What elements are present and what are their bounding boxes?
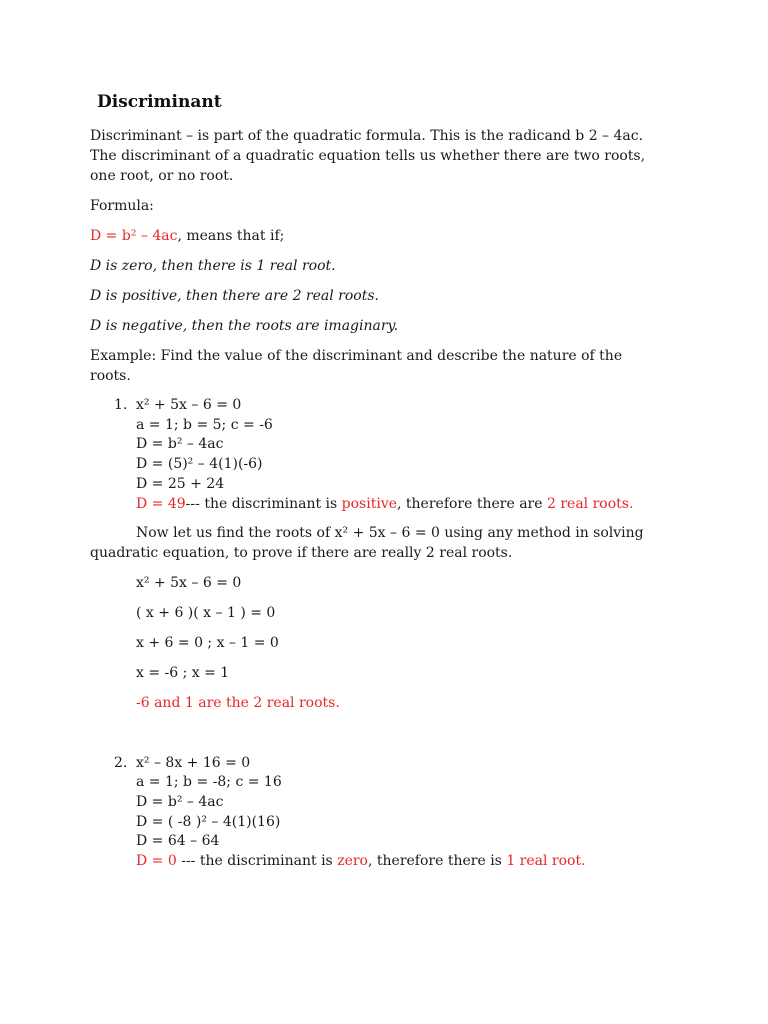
result-kind: zero bbox=[337, 853, 368, 869]
formula-label: Formula: bbox=[90, 198, 154, 214]
proof-intro-line: quadratic equation, to prove if there are really 2 real roots. bbox=[90, 545, 513, 561]
result-kind: positive bbox=[341, 496, 398, 512]
example-1-equation: x² + 5x – 6 = 0 bbox=[136, 397, 242, 413]
result-conclusion: 1 real root. bbox=[506, 853, 586, 869]
formula-expression: D = b² – 4ac bbox=[90, 228, 178, 244]
condition-positive: D is positive, then there are 2 real roots. bbox=[90, 288, 379, 304]
formula-rest: , means that if; bbox=[177, 228, 285, 244]
example-2-number: 2. bbox=[114, 755, 128, 771]
intro-line: The discriminant of a quadratic equation tells us whether there are two roots, bbox=[90, 148, 646, 164]
intro-line: one root, or no root. bbox=[90, 168, 234, 184]
example-2-equation: x² – 8x + 16 = 0 bbox=[136, 755, 251, 771]
example-2-step: D = 64 – 64 bbox=[136, 833, 220, 849]
result-text: , therefore there is bbox=[368, 853, 507, 869]
example-1-coefficients: a = 1; b = 5; c = -6 bbox=[136, 417, 273, 433]
example-1-step: D = 25 + 24 bbox=[136, 476, 225, 492]
page-title: Discriminant bbox=[97, 92, 222, 112]
proof-step: x² + 5x – 6 = 0 bbox=[136, 575, 242, 591]
example-1-step: D = (5)² – 4(1)(-6) bbox=[136, 456, 263, 472]
example-2-step: D = b² – 4ac bbox=[136, 794, 224, 810]
result-text: --- the discriminant is bbox=[185, 496, 342, 512]
example-2-coefficients: a = 1; b = -8; c = 16 bbox=[136, 774, 282, 790]
intro-line: Discriminant – is part of the quadratic formula. This is the radicand b 2 – 4ac. bbox=[90, 128, 644, 144]
result-value: D = 0 bbox=[136, 853, 177, 869]
result-conclusion: 2 real roots. bbox=[547, 496, 634, 512]
example-2-step: D = ( -8 )² – 4(1)(16) bbox=[136, 814, 281, 830]
proof-conclusion: -6 and 1 are the 2 real roots. bbox=[136, 695, 340, 711]
example-1-result bbox=[136, 494, 633, 514]
condition-negative: D is negative, then the roots are imaginary. bbox=[90, 318, 399, 334]
example-1-number: 1. bbox=[114, 397, 128, 413]
proof-step: x = -6 ; x = 1 bbox=[136, 665, 230, 681]
result-value: D = 49 bbox=[136, 496, 186, 512]
result-text: , therefore there are bbox=[397, 496, 547, 512]
example-1-step: D = b² – 4ac bbox=[136, 436, 224, 452]
proof-step: x + 6 = 0 ; x – 1 = 0 bbox=[136, 635, 279, 651]
proof-intro-line: Now let us find the roots of x² + 5x – 6 = 0 using any method in solving bbox=[136, 525, 644, 541]
example-intro-line: roots. bbox=[90, 368, 131, 384]
example-intro-line: Example: Find the value of the discriminant and describe the nature of the bbox=[90, 348, 623, 364]
condition-zero: D is zero, then there is 1 real root. bbox=[90, 258, 336, 274]
result-text: --- the discriminant is bbox=[176, 853, 338, 869]
example-2-result bbox=[136, 851, 586, 871]
formula-line bbox=[90, 226, 284, 246]
proof-step: ( x + 6 )( x – 1 ) = 0 bbox=[136, 605, 276, 621]
